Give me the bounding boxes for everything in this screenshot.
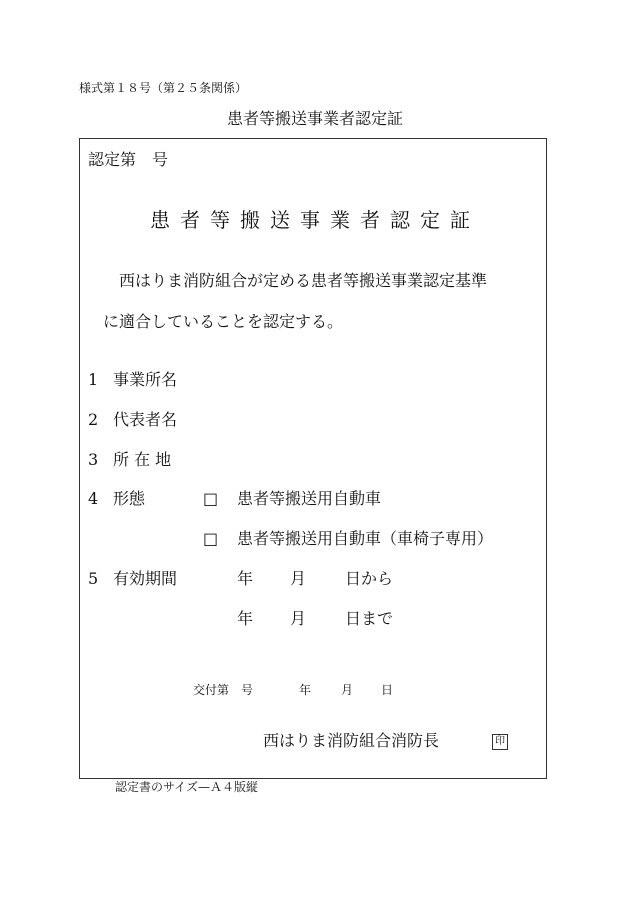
validity-from-month: 月 bbox=[290, 569, 307, 588]
issue-number: 交付第 号 bbox=[193, 683, 254, 697]
item-label-validity: 有効期間 bbox=[113, 569, 178, 588]
validity-from-day: 日から bbox=[345, 569, 394, 588]
validity-to-day: 日まで bbox=[345, 609, 394, 628]
item-number: 4 bbox=[88, 489, 99, 508]
statement-line-2: に適合していることを認定する。 bbox=[103, 312, 344, 331]
option-ambulance-vehicle: 患者等搬送用自動車 bbox=[237, 489, 382, 508]
footer-note: 認定書のサイズ—Ａ４版縦 bbox=[115, 780, 259, 794]
item-number: 2 bbox=[88, 410, 99, 429]
checkbox-icon[interactable]: □ bbox=[203, 529, 219, 548]
item-label-form: 形態 bbox=[113, 489, 146, 508]
issue-year: 年 bbox=[299, 683, 312, 697]
checkbox-icon[interactable]: □ bbox=[203, 489, 219, 508]
issue-day: 日 bbox=[381, 683, 394, 697]
cert-number: 認定第 号 bbox=[88, 150, 169, 169]
item-number: 1 bbox=[88, 370, 99, 389]
form-number: 様式第１８号（第２５条関係） bbox=[79, 81, 248, 95]
issue-month: 月 bbox=[341, 683, 354, 697]
item-number: 5 bbox=[88, 569, 99, 588]
option-wheelchair-vehicle: 患者等搬送用自動車（車椅子専用） bbox=[237, 529, 494, 548]
document-heading: 患者等搬送事業者認定証 bbox=[226, 109, 403, 128]
item-label-business-name: 事業所名 bbox=[113, 370, 178, 389]
seal-mark: 印 bbox=[492, 734, 508, 750]
issuer-name: 西はりま消防組合消防長 bbox=[263, 731, 440, 750]
validity-to-month: 月 bbox=[290, 609, 307, 628]
statement-line-1: 西はりま消防組合が定める患者等搬送事業認定基準 bbox=[119, 271, 488, 290]
certificate-title: 患者等搬送事業者認定証 bbox=[150, 208, 480, 232]
validity-from-year: 年 bbox=[237, 569, 254, 588]
item-label-address: 所 在 地 bbox=[113, 450, 172, 469]
validity-to-year: 年 bbox=[237, 609, 254, 628]
item-number: 3 bbox=[88, 450, 99, 469]
item-label-representative: 代表者名 bbox=[113, 410, 178, 429]
